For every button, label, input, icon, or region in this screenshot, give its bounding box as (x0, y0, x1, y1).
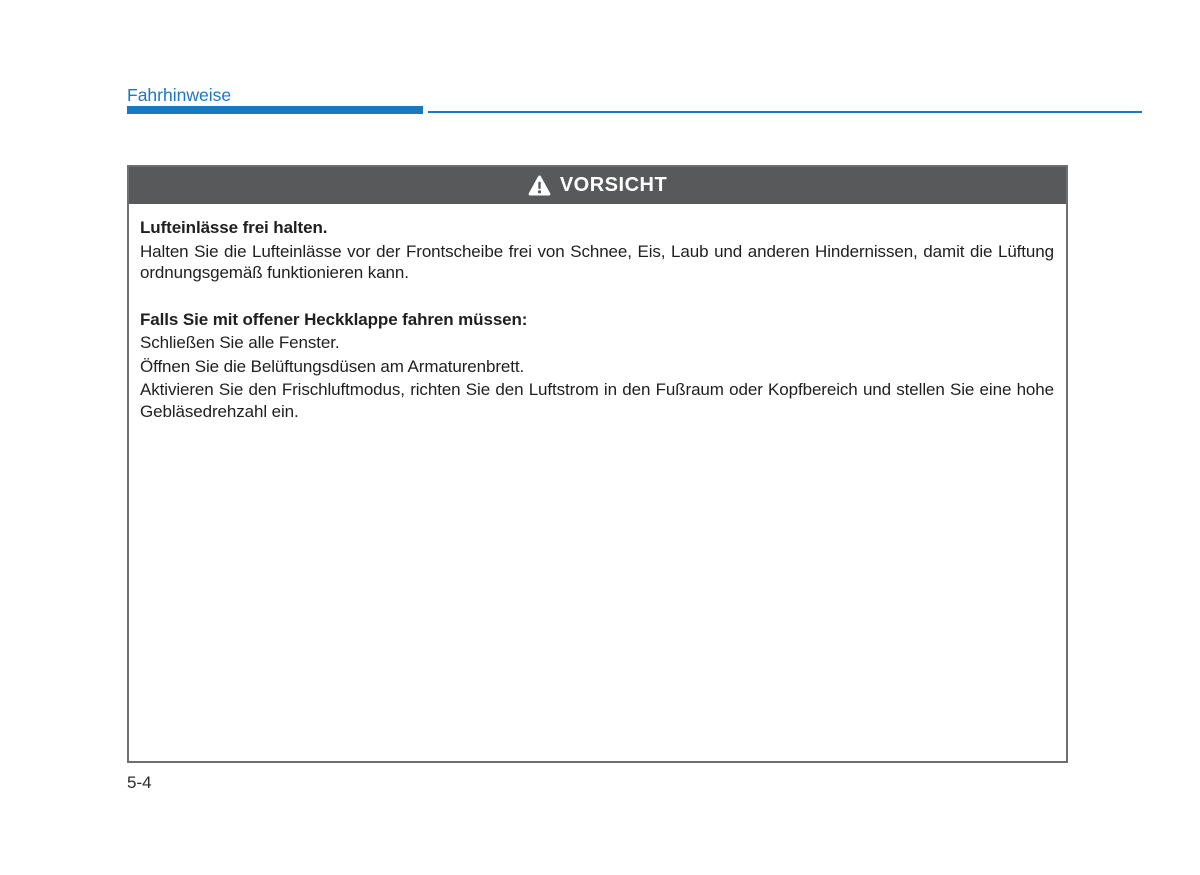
caution-paragraph: Schließen Sie alle Fenster. (140, 333, 340, 352)
caution-paragraph: Öffnen Sie die Belüftungsdüsen am Armaturenbrett. (140, 356, 525, 376)
caution-title: VORSICHT (559, 174, 668, 196)
caution-section-heading: Lufteinlässe frei halten. (140, 218, 328, 237)
title-underline-thick (127, 106, 423, 114)
warning-triangle-icon (528, 175, 551, 196)
caution-box (127, 165, 1068, 763)
title-underline-thin (428, 111, 1142, 113)
page-number: 5-4 (127, 773, 152, 792)
caution-paragraph: Aktivieren Sie den Frischluftmodus, richten Sie den Luftstrom in den Fußraum oder Kopfbereich und stellen Sie eine hohe Gebläsedrehzahl ein. (140, 380, 1054, 421)
caution-header-bar (129, 167, 1066, 204)
caution-body (129, 204, 1066, 422)
caution-section-heading: Falls Sie mit offener Heckklappe fahren müssen: (140, 309, 528, 329)
caution-paragraph: Halten Sie die Lufteinlässe vor der Frontscheibe frei von Schnee, Eis, Laub und anderen Hindernissen, damit die Lüftung ordnungsgemäß funktionieren kann. (140, 241, 1054, 282)
page-section-title: Fahrhinweise (127, 85, 232, 105)
